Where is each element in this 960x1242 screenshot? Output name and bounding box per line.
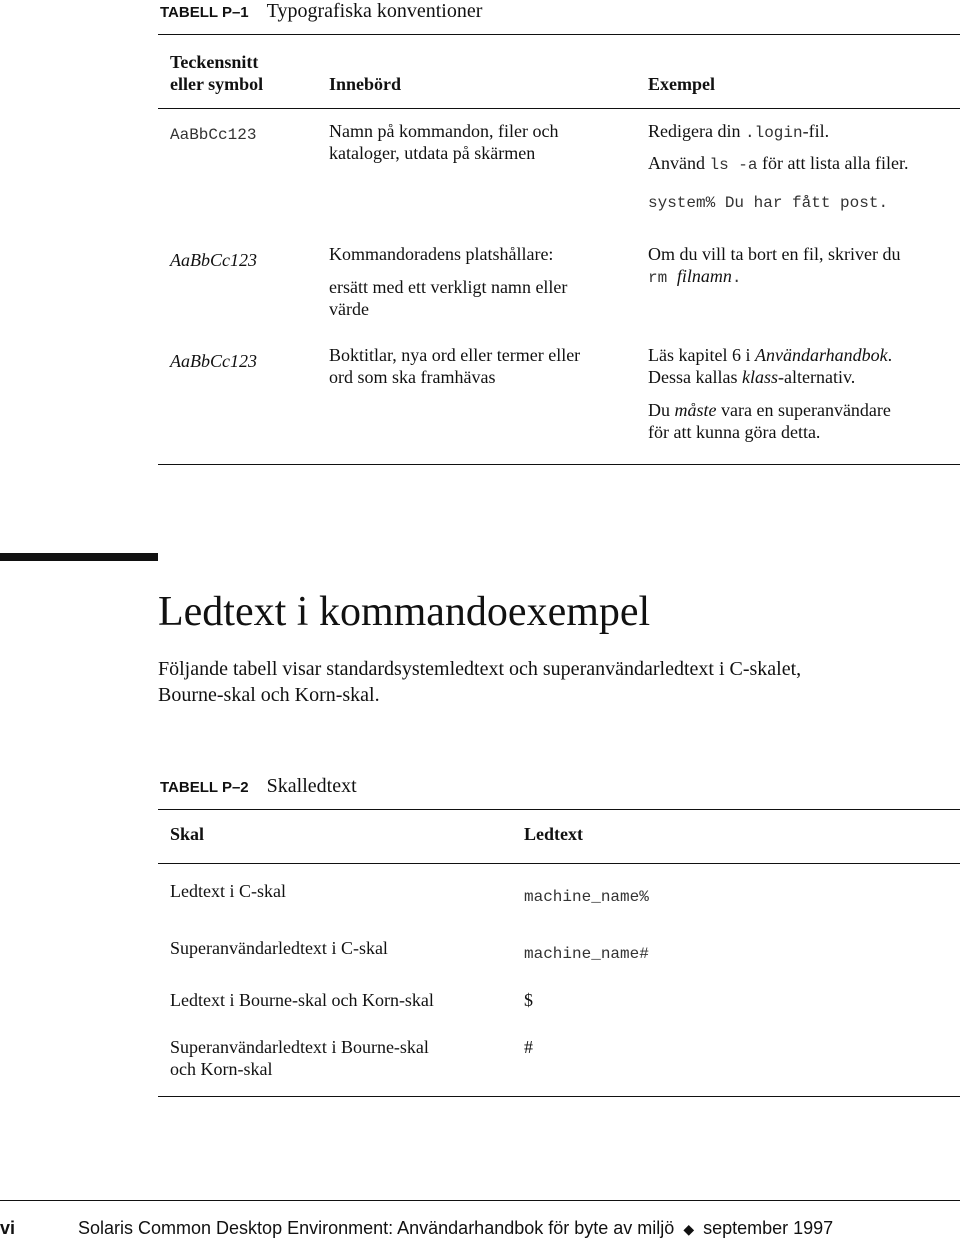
table1-row1-symbol: AaBbCc123: [170, 126, 257, 144]
footer-rule: [0, 1200, 960, 1201]
table1-top-rule: [158, 34, 960, 35]
diamond-icon: ◆: [683, 1221, 695, 1237]
table2-row3-shell: Ledtext i Bourne-skal och Korn-skal: [170, 990, 434, 1010]
table1-row3-example34: Du måste vara en superanvändare för att kunna göra detta.: [648, 400, 891, 442]
table1-bottom-rule: [158, 464, 960, 465]
table2-label: TABELL P–2: [160, 779, 249, 796]
table2-row4-prompt: #: [524, 1037, 533, 1057]
table1-header-rule: [158, 108, 960, 109]
table1-row2-meaning-line1: Kommandoradens platshållare:: [329, 244, 554, 264]
table2-header-rule: [158, 863, 960, 864]
table2-row2-shell: Superanvändarledtext i C-skal: [170, 938, 388, 958]
footer-text: Solaris Common Desktop Environment: Användarhandbok för byte av miljö ◆ september 1997: [78, 1218, 834, 1238]
page-number: vi: [0, 1218, 16, 1238]
table2-top-rule: [158, 809, 960, 810]
table2-row1-prompt: machine_name%: [524, 888, 649, 906]
table1-label: TABELL P–1: [160, 4, 249, 21]
table1-row3-example12: Läs kapitel 6 i Användarhandbok. Dessa kallas klass-alternativ.: [648, 345, 893, 387]
table2-header-shell: Skal: [170, 824, 205, 844]
table1-row2-meaning-rest: ersätt med ett verkligt namn eller värde: [329, 277, 568, 319]
table2-row1-shell: Ledtext i C-skal: [170, 881, 286, 901]
table2-header-prompt: Ledtext: [524, 824, 583, 844]
table2-row3-prompt: $: [524, 990, 533, 1010]
section-paragraph: Följande tabell visar standardsystemledtext och superanvändarledtext i C-skalet, Bourne-skal och Korn-skal.: [158, 658, 802, 706]
section-title: Ledtext i kommandoexempel: [158, 589, 651, 635]
table1-row2-symbol: AaBbCc123: [170, 250, 257, 270]
table1-row1-example2: Använd ls -a för att lista alla filer.: [648, 153, 909, 174]
table1-row2-example: Om du vill ta bort en fil, skriver du rm filnamn.: [648, 244, 901, 287]
table2-row2-prompt: machine_name#: [524, 945, 649, 963]
table1-row1-meaning: Namn på kommandon, filer och kataloger, utdata på skärmen: [329, 121, 559, 163]
section-bar: [0, 553, 158, 561]
table2-row4-shell: Superanvändarledtext i Bourne-skal och Korn-skal: [170, 1037, 429, 1079]
table1-caption: [160, 0, 482, 23]
table1-title: Typografiska konventioner: [266, 0, 483, 22]
table1-header-meaning: Innebörd: [329, 74, 402, 94]
table1-row3-meaning: Boktitlar, nya ord eller termer eller ord som ska framhävas: [329, 345, 581, 387]
table2-bottom-rule: [158, 1096, 960, 1097]
table1-header-symbol: Teckensnitt eller symbol: [170, 52, 264, 94]
table1-header-example: Exempel: [648, 74, 715, 94]
table1-row1-example1: Redigera din .login-fil.: [648, 121, 830, 142]
table1-row1-example3: system% Du har fått post.: [648, 194, 889, 212]
table2-caption: [160, 775, 357, 798]
table2-title: Skalledtext: [266, 775, 357, 797]
table1-row3-symbol: AaBbCc123: [170, 351, 257, 371]
